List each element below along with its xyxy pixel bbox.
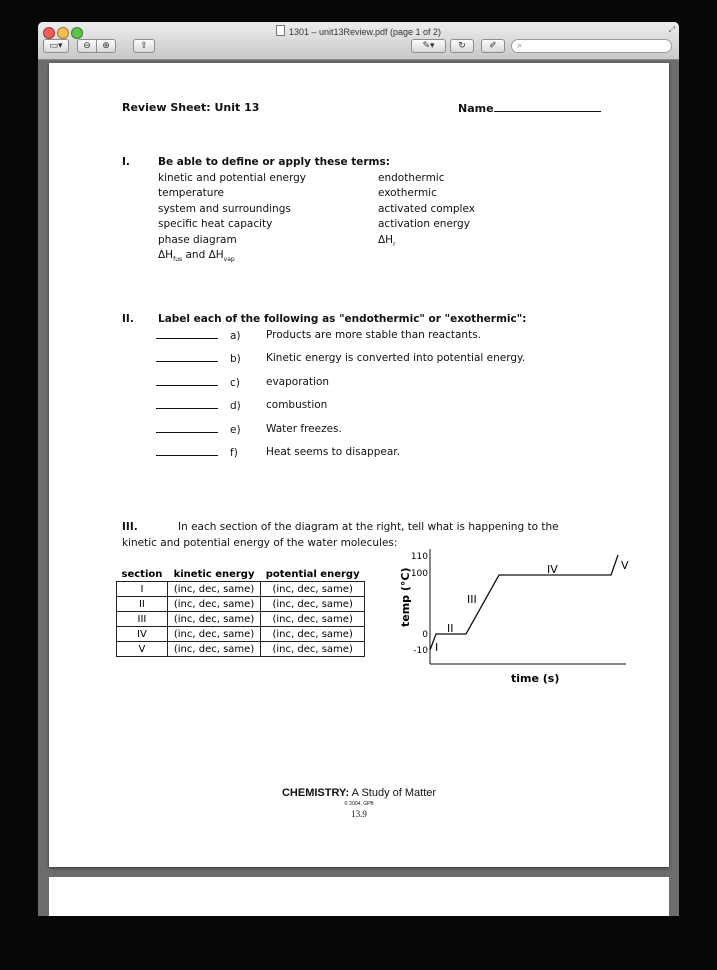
column-header: potential energy [265, 568, 360, 580]
term-subscript: vap [223, 256, 235, 264]
item-letter: a) [230, 330, 241, 342]
term: specific heat capacity [158, 218, 273, 230]
table-cell: (inc, dec, same) [167, 612, 260, 627]
answer-item [156, 399, 241, 412]
segment-label: I [435, 641, 439, 654]
term-delta-h [158, 249, 235, 263]
term: system and surroundings [158, 203, 291, 215]
zoom-in-button[interactable] [96, 39, 116, 53]
item-letter: f) [230, 447, 238, 459]
table-cell: II [117, 597, 168, 612]
term-text: ΔH [158, 249, 174, 261]
table-cell: I [117, 582, 168, 597]
fullscreen-icon[interactable]: ⤢ [668, 25, 675, 34]
zoom-out-button[interactable] [77, 39, 97, 53]
answer-blank [156, 329, 218, 339]
item-letter: d) [230, 400, 241, 412]
footer-page-number: 13.9 [351, 809, 367, 819]
rotate-button[interactable] [450, 39, 474, 53]
table-cell: (inc, dec, same) [261, 612, 365, 627]
section-1-number: I. [122, 156, 130, 168]
section-2-title: Label each of the following as "endothermic" or "exothermic": [158, 313, 527, 325]
pdf-document-icon [276, 25, 285, 36]
window-title [38, 25, 679, 37]
pdf-page-1 [49, 63, 669, 867]
y-axis-label: temp (°C) [399, 567, 412, 627]
answer-blank [156, 352, 218, 362]
answer-blank [156, 423, 218, 433]
answer-item [156, 423, 241, 436]
item-text: Products are more stable than reactants. [266, 329, 482, 341]
footer-brand [49, 787, 669, 799]
section-2-number: II. [122, 313, 134, 325]
item-text: Heat seems to disappear. [266, 446, 400, 458]
item-text: Kinetic energy is converted into potential energy. [266, 352, 526, 364]
pdf-page-2 [49, 877, 669, 916]
energy-table [116, 567, 365, 657]
item-text: evaporation [266, 376, 330, 388]
answer-item [156, 376, 240, 389]
term-delta-hr [378, 234, 396, 248]
table-cell: III [117, 612, 168, 627]
table-header-row [117, 567, 365, 582]
zoom-in-icon: ⊕ [102, 41, 110, 51]
table-row [117, 597, 365, 612]
segment-label: V [621, 559, 629, 572]
term: phase diagram [158, 234, 237, 246]
term: endothermic [378, 172, 445, 184]
table-cell: (inc, dec, same) [261, 582, 365, 597]
answer-item [156, 446, 238, 459]
table-cell: (inc, dec, same) [261, 642, 365, 657]
annotate-button[interactable] [411, 39, 446, 53]
heating-curve-diagram [389, 547, 639, 687]
table-row [117, 612, 365, 627]
item-text: Water freezes. [266, 423, 342, 435]
section-3-number: III. [122, 521, 138, 533]
rotate-icon: ↻ [458, 41, 466, 51]
answer-blank [156, 446, 218, 456]
segment-label: III [467, 593, 477, 606]
section-3-line-2: kinetic and potential energy of the water molecules: [122, 537, 398, 549]
table-cell: IV [117, 627, 168, 642]
y-tick-label: 110 [410, 552, 428, 562]
column-header: kinetic energy [173, 568, 255, 580]
segment-label: IV [547, 563, 558, 576]
term-subscript: fus [173, 256, 183, 264]
footer-brand-bold: CHEMISTRY: [281, 787, 350, 799]
sidebar-toggle-button[interactable] [43, 39, 69, 53]
y-tick-label: -10 [413, 646, 428, 656]
table-cell: (inc, dec, same) [167, 627, 260, 642]
window-title-text: 1301 – unit13Review.pdf (page 1 of 2) [288, 27, 442, 37]
term-text: and ΔH [182, 249, 224, 261]
table-row [117, 627, 365, 642]
search-field[interactable] [511, 39, 672, 53]
table-row [117, 642, 365, 657]
section-3-line-1: In each section of the diagram at the right, tell what is happening to the [178, 521, 559, 533]
item-letter: c) [230, 377, 240, 389]
edit-toolbar-icon: ✐ [489, 41, 497, 51]
table-cell: (inc, dec, same) [167, 642, 260, 657]
name-blank-line [494, 101, 601, 112]
name-label: Name [458, 102, 494, 115]
edit-toolbar-button[interactable] [481, 39, 505, 53]
table-cell: (inc, dec, same) [167, 597, 260, 612]
table-cell: V [117, 642, 168, 657]
document-viewport[interactable] [38, 60, 679, 916]
share-button[interactable] [133, 39, 155, 53]
heating-curve [430, 555, 618, 650]
column-header: section [121, 568, 163, 580]
table-cell: (inc, dec, same) [261, 597, 365, 612]
answer-item [156, 352, 241, 365]
pen-icon: ✎▾ [422, 41, 435, 51]
answer-item [156, 329, 241, 342]
y-tick-label: 100 [410, 569, 428, 579]
item-letter: e) [230, 424, 241, 436]
term: activated complex [378, 203, 475, 215]
footer-copyright: © 2004, GPB [344, 801, 374, 807]
name-field [458, 101, 601, 115]
footer-subtitle: A Study of Matter [349, 787, 437, 799]
page-heading: Review Sheet: Unit 13 [122, 101, 260, 114]
title-bar [38, 22, 679, 60]
term: activation energy [378, 218, 470, 230]
term: kinetic and potential energy [158, 172, 306, 184]
term: temperature [158, 187, 224, 199]
section-1-title: Be able to define or apply these terms: [158, 156, 390, 168]
x-axis-label: time (s) [511, 672, 560, 685]
zoom-out-icon: ⊖ [83, 41, 91, 51]
pdf-viewer-window [38, 22, 679, 916]
search-icon: ⌕ [517, 41, 523, 51]
item-letter: b) [230, 353, 241, 365]
table-row [117, 582, 365, 597]
segment-label: II [447, 622, 454, 635]
table-cell: (inc, dec, same) [261, 627, 365, 642]
table-cell: (inc, dec, same) [167, 582, 260, 597]
share-icon: ⇪ [140, 41, 148, 51]
item-text: combustion [266, 399, 328, 411]
answer-blank [156, 376, 218, 386]
y-tick-label: 0 [422, 630, 428, 640]
term-subscript: r [393, 241, 396, 249]
term-text: ΔH [378, 234, 394, 246]
answer-blank [156, 399, 218, 409]
sidebar-icon: ▭▾ [49, 41, 63, 51]
term: exothermic [378, 187, 437, 199]
